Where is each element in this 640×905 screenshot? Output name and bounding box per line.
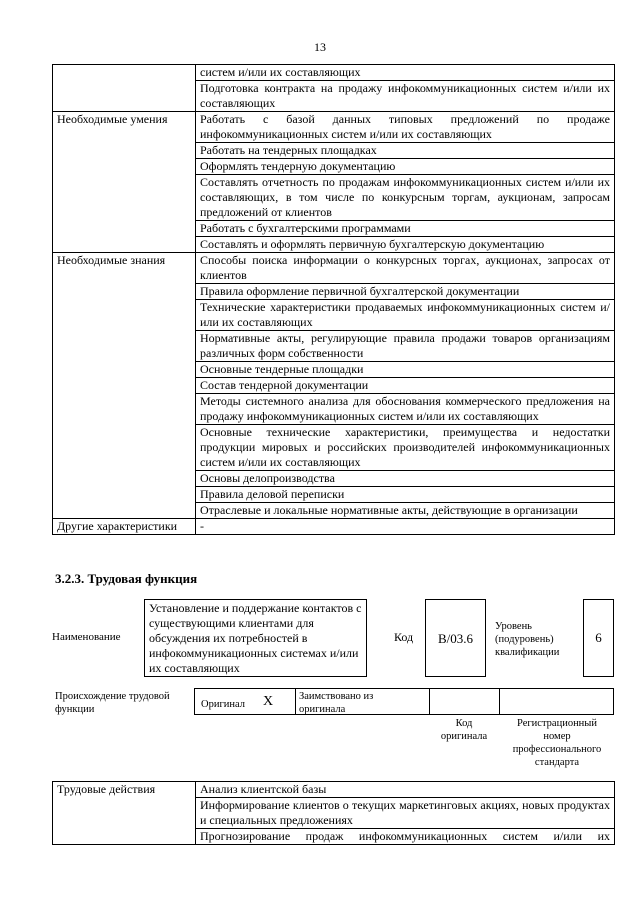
labour-actions-table: [52, 781, 615, 845]
row-item: Составлять и оформлять первичную бухгалтерскую документацию: [196, 237, 615, 253]
row-item: Прогнозирование продаж инфокоммуникационных систем и/или их: [196, 829, 615, 845]
row-item: Способы поиска информации о конкурсных торгах, аукционах, запросах от клиентов: [196, 253, 615, 284]
borrowed-label: Заимствовано из оригинала: [299, 691, 374, 715]
row-item: Основы делопроизводства: [196, 471, 615, 487]
row-item: Анализ клиентской базы: [196, 782, 615, 798]
table-row: [53, 253, 615, 284]
row-item: Правила деловой переписки: [196, 487, 615, 503]
table-row: [53, 782, 615, 798]
code-original-label: Код оригинала: [440, 718, 488, 742]
row-label: Необходимые умения: [53, 112, 196, 253]
level-value-box: [583, 599, 614, 677]
row-item: Составлять отчетность по продажам инфокоммуникационных систем и/или их составляющих, в том числе по конкурсным торгам, аукционам, запросам предложений от клиентов: [196, 175, 615, 221]
row-item: Оформлять тендерную документацию: [196, 159, 615, 175]
origin-row: [194, 688, 614, 715]
row-item: Основные тендерные площадки: [196, 362, 615, 378]
level-label: Уровень (подуровень) квалификации: [495, 621, 560, 658]
level-value: 6: [595, 630, 602, 645]
table-row: [53, 112, 615, 143]
row-item: Подготовка контракта на продажу инфокоммуникационных систем и/или их составляющих: [196, 81, 615, 112]
row-item: Работать на тендерных площадках: [196, 143, 615, 159]
row-label: Трудовые действия: [53, 782, 196, 845]
table-row: [53, 519, 615, 535]
original-label: Оригинал: [201, 699, 245, 710]
row-item: Информирование клиентов о текущих маркетинговых акциях, новых продуктах и специальных предложениях: [196, 798, 615, 829]
row-item: Технические характеристики продаваемых инфокоммуникационных систем и/или их составляющих: [196, 300, 615, 331]
row-item: Работать с бухгалтерскими программами: [196, 221, 615, 237]
reg-number-label: Регистрационный номер профессионального стандарта: [512, 718, 602, 768]
row-item: Правила оформление первичной бухгалтерской документации: [196, 284, 615, 300]
requirements-table: [52, 64, 615, 535]
row-item: систем и/или их составляющих: [196, 65, 615, 81]
table-row: [53, 65, 615, 81]
row-label: Другие характеристики: [53, 519, 196, 535]
name-value: Установление и поддержание контактов с существующими клиентами для обсуждения их потребностей в инфокоммуникационных системах и/или их составляющих: [149, 601, 362, 675]
code-value: B/03.6: [437, 631, 474, 646]
code-label: Код: [394, 630, 414, 644]
row-label: Необходимые знания: [53, 253, 196, 519]
row-item: -: [196, 519, 615, 535]
name-label: Наименование: [52, 631, 121, 643]
row-item: Работать с базой данных типовых предложений по продаже инфокоммуникационных систем и/или их составляющих: [196, 112, 615, 143]
row-item: Основные технические характеристики, преимущества и недостатки продукции мировых и российских производителей инфокоммуникационных систем и/или их составляющих: [196, 425, 615, 471]
origin-label: Происхождение трудовой функции: [55, 691, 170, 715]
row-item: Нормативные акты, регулирующие правила продажи товаров организациям различных форм собственности: [196, 331, 615, 362]
row-item: Отраслевые и локальные нормативные акты, действующие в организации: [196, 503, 615, 519]
row-item: Состав тендерной документации: [196, 378, 615, 394]
row-item: Методы системного анализа для обоснования коммерческого предложения на продажу инфокоммуникационных систем и/или их составляющих: [196, 394, 615, 425]
name-value-box: [144, 599, 367, 677]
page-number: 13: [314, 40, 326, 54]
code-value-box: [425, 599, 486, 677]
row-label: [53, 65, 196, 112]
original-mark: X: [263, 694, 274, 709]
section-heading: 3.2.3. Трудовая функция: [55, 571, 198, 586]
